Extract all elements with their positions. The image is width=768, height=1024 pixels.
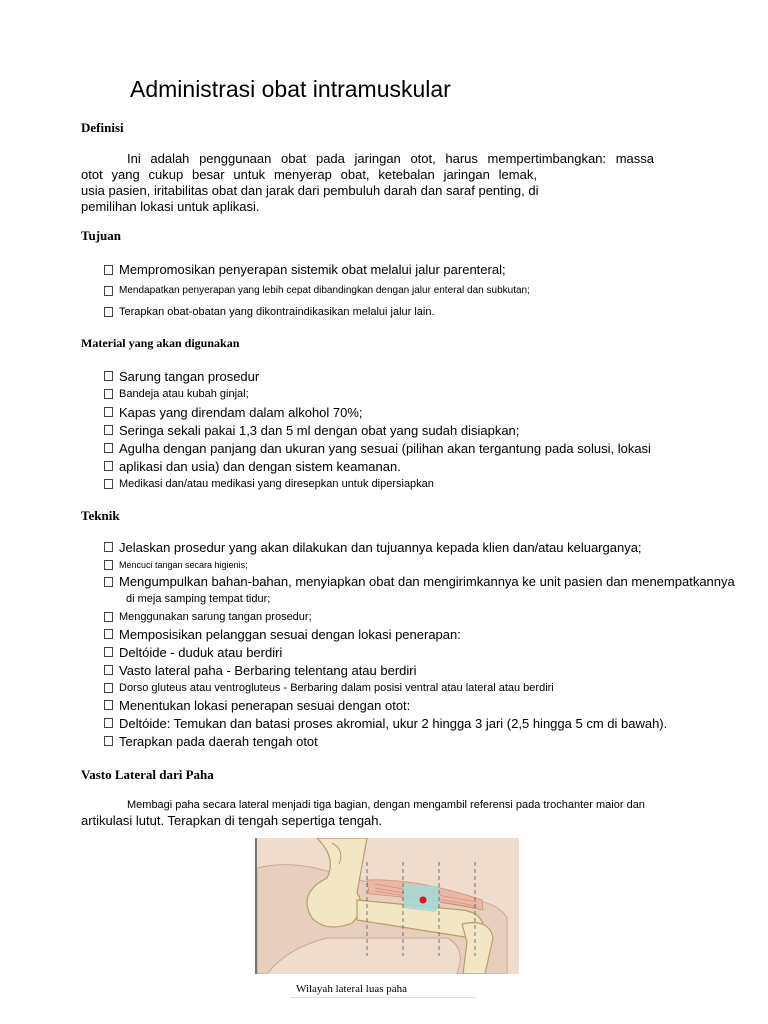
figure-caption: Wilayah lateral luas paha bbox=[296, 983, 408, 995]
list-item: Vasto lateral paha - Berbaring telentang atau berdiri bbox=[104, 661, 735, 679]
checkbox-bullet-icon bbox=[104, 542, 113, 552]
list-item: Terapkan obat-obatan yang dikontraindikasikan melalui jalur lain. bbox=[104, 301, 530, 322]
caption-underline bbox=[290, 997, 476, 998]
checkbox-bullet-icon bbox=[104, 286, 113, 296]
list-item: Kapas yang direndam dalam alkohol 70%; bbox=[104, 403, 651, 421]
checkbox-bullet-icon bbox=[104, 577, 113, 587]
list-item: Bandeja atau kubah ginjal; bbox=[104, 385, 651, 403]
checkbox-bullet-icon bbox=[104, 683, 113, 693]
checkbox-bullet-icon bbox=[104, 612, 113, 622]
list-item: Dorso gluteus atau ventrogluteus - Berbaring dalam posisi ventral atau lateral atau berdiri bbox=[104, 679, 735, 696]
heading-tujuan: Tujuan bbox=[81, 228, 121, 243]
definisi-line-3: usia pasien, iritabilitas obat dan jarak dari pembuluh darah dan saraf penting, di bbox=[81, 183, 539, 198]
teknik-list bbox=[104, 538, 735, 750]
checkbox-bullet-icon bbox=[104, 560, 113, 570]
list-item: Seringa sekali pakai 1,3 dan 5 ml dengan obat yang sudah disiapkan; bbox=[104, 421, 651, 439]
vasto-paragraph bbox=[81, 797, 645, 829]
checkbox-bullet-icon bbox=[104, 389, 113, 399]
list-item: Sarung tangan prosedur bbox=[104, 367, 651, 385]
vasto-line-1: Membagi paha secara lateral menjadi tiga bagian, dengan mengambil referensi pada trochanter maior dan bbox=[127, 799, 645, 811]
list-item: Deltóide - duduk atau berdiri bbox=[104, 643, 735, 661]
list-item: Mencuci tangan secara higienis; bbox=[104, 556, 735, 574]
list-item: Mempromosikan penyerapan sistemik obat melalui jalur parenteral; bbox=[104, 259, 530, 280]
injection-site-marker bbox=[420, 897, 427, 904]
checkbox-bullet-icon bbox=[104, 479, 113, 489]
heading-teknik: Teknik bbox=[81, 508, 120, 523]
list-item: Agulha dengan panjang dan ukuran yang sesuai (pilihan akan tergantung pada solusi, lokasi bbox=[104, 439, 651, 457]
list-item: Mengumpulkan bahan-bahan, menyiapkan obat dan mengirimkannya ke unit pasien dan menempatkannya bbox=[104, 574, 735, 589]
checkbox-bullet-icon bbox=[104, 647, 113, 657]
heading-material: Material yang akan digunakan bbox=[81, 336, 240, 350]
page-title: Administrasi obat intramuskular bbox=[130, 76, 451, 102]
list-item-continuation: di meja samping tempat tidur; bbox=[126, 592, 271, 605]
list-item: Jelaskan prosedur yang akan dilakukan dan tujuannya kepada klien dan/atau keluarganya; bbox=[104, 538, 735, 556]
checkbox-bullet-icon bbox=[104, 461, 113, 471]
definisi-line-4: pemilihan lokasi untuk aplikasi. bbox=[81, 199, 260, 214]
checkbox-bullet-icon bbox=[104, 665, 113, 675]
heading-vasto-lateral: Vasto Lateral dari Paha bbox=[81, 767, 214, 782]
material-list bbox=[104, 367, 651, 493]
heading-definisi: Definisi bbox=[81, 120, 124, 135]
list-item: Deltóide: Temukan dan batasi proses akromial, ukur 2 hingga 3 jari (2,5 hingga 5 cm di bawah). bbox=[104, 714, 735, 732]
definisi-line-1: Ini adalah penggunaan obat pada jaringan otot, harus mempertimbangkan: massa bbox=[127, 151, 654, 166]
checkbox-bullet-icon bbox=[104, 718, 113, 728]
list-item: Memposisikan pelanggan sesuai dengan lokasi penerapan: bbox=[104, 625, 735, 643]
checkbox-bullet-icon bbox=[104, 629, 113, 639]
definisi-paragraph bbox=[81, 151, 654, 215]
checkbox-bullet-icon bbox=[104, 700, 113, 710]
list-item: Medikasi dan/atau medikasi yang diresepkan untuk dipersiapkan bbox=[104, 475, 651, 493]
thigh-illustration bbox=[257, 838, 519, 974]
vasto-line-2: artikulasi lutut. Terapkan di tengah sepertiga tengah. bbox=[81, 813, 383, 828]
checkbox-bullet-icon bbox=[104, 371, 113, 381]
list-item: Menentukan lokasi penerapan sesuai dengan otot: bbox=[104, 696, 735, 714]
list-item: Terapkan pada daerah tengah otot bbox=[104, 732, 735, 750]
checkbox-bullet-icon bbox=[104, 425, 113, 435]
checkbox-bullet-icon bbox=[104, 736, 113, 746]
checkbox-bullet-icon bbox=[104, 407, 113, 417]
tujuan-list bbox=[104, 259, 530, 322]
thigh-anatomy-figure bbox=[255, 838, 519, 974]
list-item: aplikasi dan usia) dan dengan sistem keamanan. bbox=[104, 457, 651, 475]
list-item: Mendapatkan penyerapan yang lebih cepat dibandingkan dengan jalur enteral dan subkutan; bbox=[104, 280, 530, 301]
checkbox-bullet-icon bbox=[104, 307, 113, 317]
checkbox-bullet-icon bbox=[104, 443, 113, 453]
checkbox-bullet-icon bbox=[104, 265, 113, 275]
definisi-line-2: otot yang cukup besar untuk menyerap obat, ketebalan jaringan lemak, bbox=[81, 167, 537, 182]
list-item: Menggunakan sarung tangan prosedur; bbox=[104, 608, 735, 625]
